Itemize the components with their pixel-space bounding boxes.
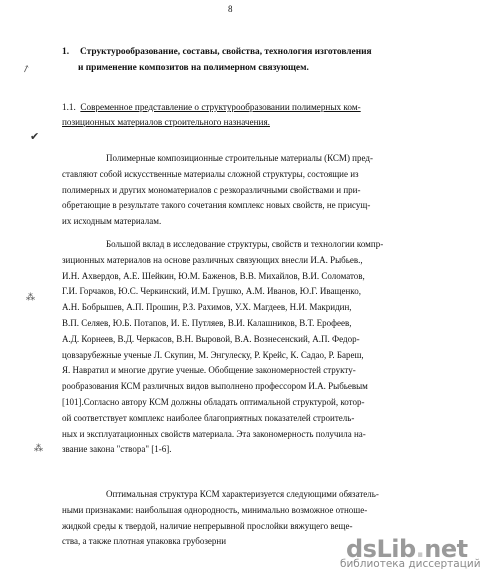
- text-line: В.П. Селяев, Ю.Б. Потапов, И. Е. Путляев, В.И. Калашников, В.Т. Ерофеев,: [62, 317, 352, 328]
- chapter-heading: [62, 44, 422, 76]
- margin-arrow-mark-icon: ↗: [20, 62, 33, 77]
- margin-asterism-mark-icon: ⁂: [34, 443, 43, 453]
- text-line: ных и эксплуатационных свойств материала. Эта закономерность получила на-: [62, 428, 366, 439]
- chapter-title-part1: Структурообразование, составы, свойства, технология изготовления: [80, 47, 372, 57]
- text-line: [101].Согласно автору КСМ должны обладать оптимальной структурой, котор-: [62, 396, 365, 407]
- text-line: И.Н. Ахвердов, А.Е. Шейкин, Ю.М. Баженов, В.В. Михайлов, В.И. Соломатов,: [62, 270, 365, 281]
- text-line: зиционных материалов на основе различных связующих внесли И.А. Рыбьев.,: [62, 254, 363, 265]
- watermark: [338, 528, 481, 576]
- text-line: полимерных и других мономатериалов с резкоразличными свойствами и при-: [62, 184, 361, 195]
- section-heading-line2: позиционных материалов строительного назначения.: [62, 117, 270, 127]
- logo-dot: .: [415, 535, 425, 563]
- margin-asterism-mark-icon: ⁂: [26, 292, 35, 302]
- text-line: А.Н. Бобрышев, А.П. Прошин, Р.З. Рахимов, У.Х. Магдеев, Н.И. Макридин,: [62, 302, 352, 313]
- section-number: 1.1.: [62, 102, 76, 112]
- text-line: ства, а также плотная упаковка грубозерни: [62, 536, 227, 547]
- text-line: их исходным материалам.: [62, 216, 162, 227]
- text-line: ой соответствует комплекс наиболее благоприятных показателей строитель-: [62, 412, 355, 423]
- section-heading: [62, 100, 424, 130]
- text-line: Оптимальная структура КСМ характеризуется следующими обязатель-: [106, 489, 379, 499]
- text-line: обретающие в результате такого сочетания комплекс новых свойств, не присущ-: [62, 200, 371, 211]
- text-line: ными признаками: наибольшая однородность, минимально возможное отноше-: [62, 504, 368, 515]
- page-number: 8: [228, 4, 233, 14]
- margin-check-mark-icon: ✔: [30, 131, 40, 143]
- text-line: цовзарубежные ученые Л. Скупин, М. Энгулеску, Р. Крейс, К. Садао, Р. Бареш,: [62, 349, 364, 360]
- text-line: Г.И. Горчаков, Ю.С. Черкинский, И.М. Грушко, А.М. Иванов, Ю.Г. Иващенко,: [62, 286, 361, 297]
- chapter-heading-line2: и применение композитов на полимерном связующем.: [78, 63, 309, 73]
- chapter-heading-line1: [62, 44, 422, 60]
- text-line: А.Д. Корнеев, В.Д. Черкасов, В.Н. Выровой, В.А. Вознесенский, А.П. Федор-: [62, 333, 360, 344]
- text-line: ставляют собой искусственные материалы сложной структуры, состоящие из: [62, 168, 359, 179]
- text-line: Большой вклад в исследование структуры, свойств и технологии компр-: [106, 239, 384, 249]
- text-line: Я. Навратил и многие другие ученые. Обобщение закономерностей структу-: [62, 365, 356, 376]
- text-line: рообразования КСМ различных видов выполнено профессором И.А. Рыбьевым: [62, 381, 368, 392]
- logo-suffix: net: [424, 535, 468, 563]
- chapter-number: 1.: [62, 47, 70, 57]
- text-line: Полимерные композиционные строительные материалы (КСМ) пред-: [106, 153, 373, 163]
- text-line: звание закона "створа" [1-6].: [62, 444, 172, 455]
- watermark-subtitle: библиотека диссертаций: [340, 558, 481, 570]
- logo-prefix: dsLib: [346, 535, 416, 563]
- paragraph-2: [62, 237, 426, 458]
- section-heading-line1: [62, 100, 424, 115]
- section-title-part1: Современное представление о структурообразовании полимерных ком-: [80, 102, 361, 112]
- text-line: жидкой среды к твердой, наличие непрерывной прослойки вяжущего веще-: [62, 520, 353, 531]
- paragraph-1: [62, 151, 426, 230]
